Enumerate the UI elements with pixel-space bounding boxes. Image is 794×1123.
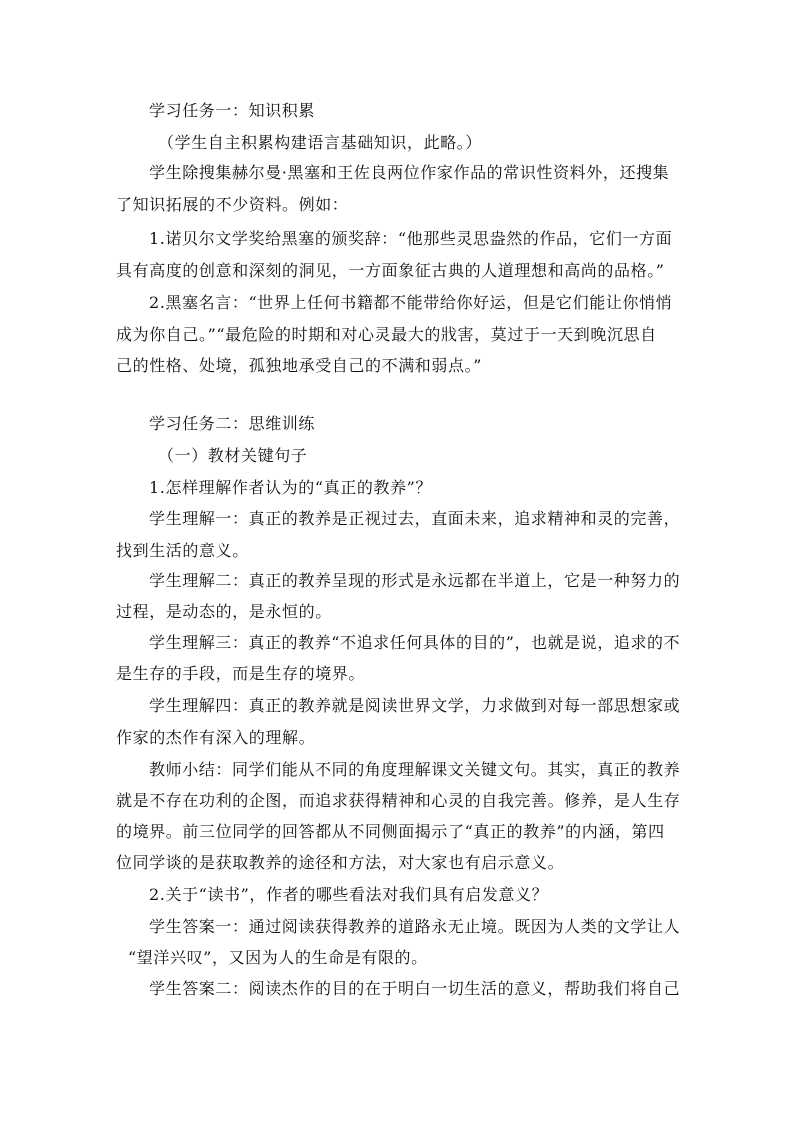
question-heading: 1.怎样理解作者认为的“真正的教养”？ bbox=[149, 478, 433, 497]
question-heading: 2.关于“读书”，作者的哪些看法对我们具有启发意义？ bbox=[149, 885, 549, 904]
task-two-heading: 学习任务二：思维训练 bbox=[149, 414, 316, 433]
paragraph-line: 成为你自己。”“最危险的时期和对心灵最大的戕害，莫过于一天到晚沉思自 bbox=[116, 325, 657, 344]
paragraph-line: 的境界。前三位同学的回答都从不同侧面揭示了“真正的教养”的内涵，第四 bbox=[116, 822, 665, 841]
paragraph-line: 就是不存在功利的企图，而追求获得精神和心灵的自我完善。修养，是人生存 bbox=[116, 791, 681, 810]
paragraph-line: 教师小结：同学们能从不同的角度理解课文关键文句。其实，真正的教养 bbox=[149, 760, 681, 779]
paragraph-line: （学生自主积累构建语言基础知识，此略。） bbox=[158, 133, 483, 152]
paragraph-line: 找到生活的意义。 bbox=[116, 541, 249, 560]
paragraph-line: “望洋兴叹”，又因为人的生命是有限的。 bbox=[128, 948, 428, 967]
paragraph-line: 具有高度的创意和深刻的洞见，一方面象征古典的人道理想和高尚的品格。” bbox=[116, 261, 665, 280]
paragraph-line: 学生理解四：真正的教养就是阅读世界文学，力求做到对每一部思想家或 bbox=[149, 696, 681, 715]
paragraph-line: 位同学谈的是获取教养的途径和方法，对大家也有启示意义。 bbox=[116, 853, 565, 872]
paragraph-line: 过程，是动态的，是永恒的。 bbox=[116, 602, 332, 621]
paragraph-line: 己的性格、处境，孤独地承受自己的不满和弱点。” bbox=[116, 356, 482, 375]
paragraph-line: 学生理解三：真正的教养“不追求任何具体的目的”，也就是说，追求的不 bbox=[149, 633, 681, 652]
paragraph-line: 1.诺贝尔文学奖给黑塞的颁奖辞：“他那些灵思盎然的作品，它们一方面 bbox=[149, 229, 673, 248]
paragraph-line: 学生理解一：真正的教养是正视过去，直面未来，追求精神和灵的完善， bbox=[149, 509, 681, 528]
paragraph-line: 了知识拓展的不少资料。例如： bbox=[116, 195, 349, 214]
paragraph-line: 学生理解二：真正的教养呈现的形式是永远都在半道上，它是一种努力的 bbox=[149, 571, 681, 590]
paragraph-line: 学生除搜集赫尔曼·黑塞和王佐良两位作家作品的常识性资料外，还搜集 bbox=[149, 163, 670, 182]
paragraph-line: 学生答案二：阅读杰作的目的在于明白一切生活的意义，帮助我们将自己 bbox=[149, 979, 681, 998]
paragraph-line: 作家的杰作有深入的理解。 bbox=[116, 728, 316, 747]
paragraph-line: 2.黑塞名言：“世界上任何书籍都不能带给你好运，但是它们能让你悄悄 bbox=[149, 293, 673, 312]
paragraph-line: 是生存的手段，而是生存的境界。 bbox=[116, 664, 366, 683]
paragraph-line: 学生答案一：通过阅读获得教养的道路永无止境。既因为人类的文学让人 bbox=[149, 917, 681, 936]
task-one-heading: 学习任务一：知识积累 bbox=[149, 101, 316, 120]
section-heading: （一）教材关键句子 bbox=[158, 446, 308, 465]
